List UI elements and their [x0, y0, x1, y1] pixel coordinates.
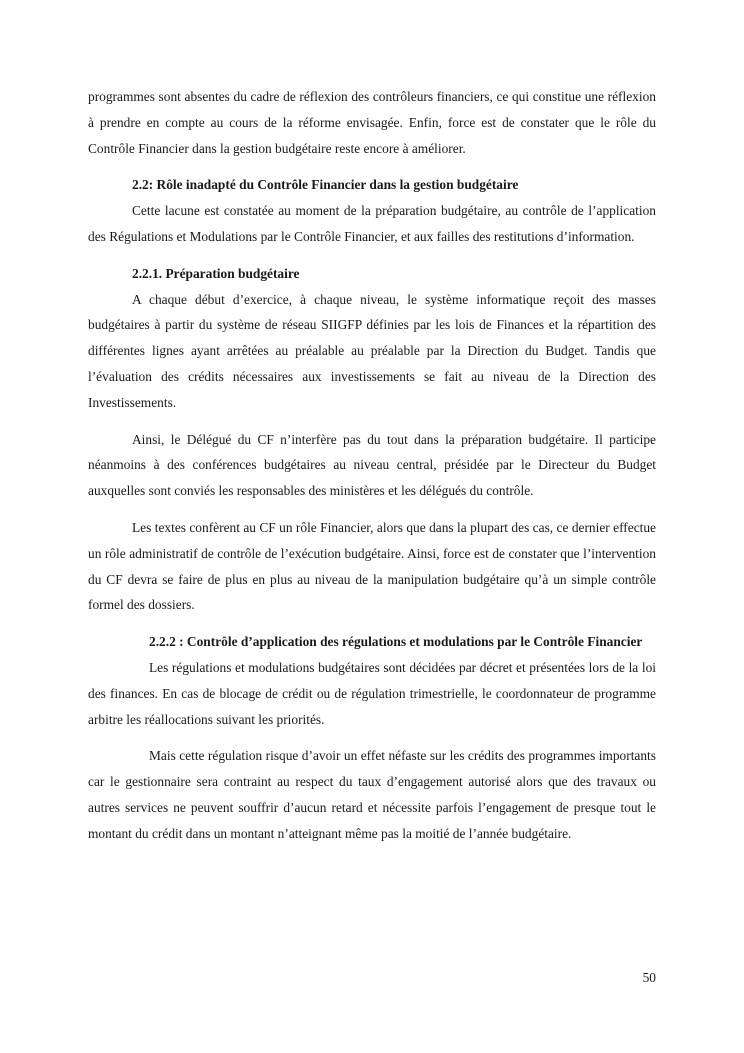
page-number: 50 [642, 970, 656, 985]
section-2-2-1-heading: 2.2.1. Préparation budgétaire [132, 265, 300, 281]
section-2-2-paragraph: Cette lacune est constatée au moment de la préparation budgétaire, au contrôle de l’application des Régulations et Modulations par le Contrôle Financier, et aux failles des restitutions d’information. [88, 203, 656, 244]
section-2-2-1-paragraph-1: A chaque début d’exercice, à chaque niveau, le système informatique reçoit des masses budgétaires à partir du système de réseau SIIGFP définies par les lois de Finances et la répartition des différentes lignes ayant arrêtées au préalable au préalable par la Direction du Budget. Tandis que l’évaluation des crédits nécessaires aux investissements se fait au niveau de la Direction des Investissements. [88, 291, 656, 410]
intro-paragraph: programmes sont absentes du cadre de réflexion des contrôleurs financiers, ce qui constitue une réflexion à prendre en compte au cours de la réforme envisagée. Enfin, force est de constater que le rôle du Contrôle Financier dans la gestion budgétaire reste encore à améliorer. [88, 89, 656, 156]
section-2-2-heading: 2.2: Rôle inadapté du Contrôle Financier dans la gestion budgétaire [132, 177, 519, 193]
section-2-2-2-paragraph-1: Les régulations et modulations budgétaires sont décidées par décret et présentées lors de la loi des finances. En cas de blocage de crédit ou de régulation trimestrielle, le coordonnateur de programme arbitre les réallocations suivant les priorités. [88, 659, 656, 727]
section-2-2-2-heading: 2.2.2 : Contrôle d’application des régulations et modulations par le Contrôle Financier [149, 634, 643, 650]
section-2-2-1-paragraph-3: Les textes confèrent au CF un rôle Financier, alors que dans la plupart des cas, ce dernier effectue un rôle administratif de contrôle de l’exécution budgétaire. Ainsi, force est de constater que l’intervention du CF devra se faire de plus en plus au niveau de la manipulation budgétaire qu’à un simple contrôle formel des dossiers. [88, 519, 656, 613]
section-2-2-2-paragraph-2: Mais cette régulation risque d’avoir un effet néfaste sur les crédits des programmes importants car le gestionnaire sera contraint au respect du taux d’engagement autorisé alors que des travaux ou autres services ne peuvent souffrir d’aucun retard et nécessite parfois l’engagement de presque tout le montant du crédit dans un montant n’atteignant même pas la moitié de l’année budgétaire. [88, 748, 656, 841]
section-2-2-1-paragraph-2: Ainsi, le Délégué du CF n’interfère pas du tout dans la préparation budgétaire. Il participe néanmoins à des conférences budgétaires au niveau central, présidée par le Directeur du Budget auxquelles sont conviés les responsables des ministères et les délégués du contrôle. [88, 431, 656, 499]
document-page [88, 84, 656, 847]
